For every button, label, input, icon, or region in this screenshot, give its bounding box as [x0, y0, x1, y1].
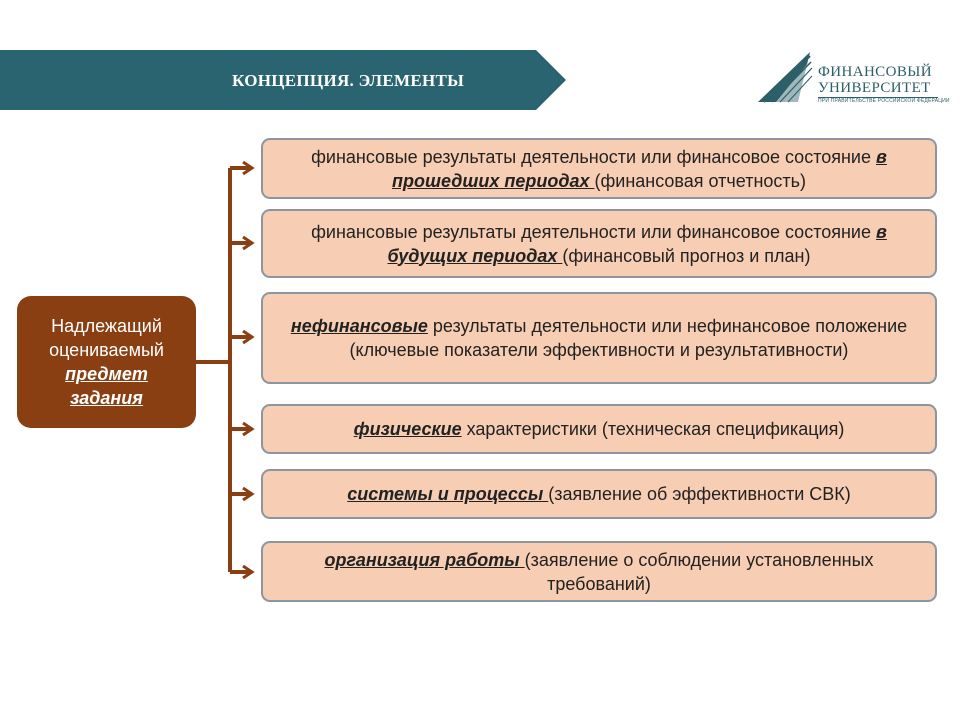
subject-accent2: задания: [70, 388, 143, 408]
subject-accent1: предмет: [65, 364, 148, 384]
element-box-future-periods: [261, 209, 937, 278]
element-text-post: характеристики (техническая спецификация): [461, 419, 845, 439]
element-text-em: физические: [353, 419, 462, 439]
connector-arrow-3: [230, 331, 252, 343]
element-text: [347, 482, 851, 506]
subject-line2: оцениваемый: [49, 340, 164, 360]
element-text-post: (заявление о соблюдении установленных требований): [524, 549, 874, 594]
element-text-pre: финансовые результаты деятельности или финансовое состояние: [311, 146, 877, 167]
element-box-past-periods: [261, 138, 937, 199]
element-text: [354, 417, 845, 441]
element-text: [281, 314, 917, 362]
element-box-organization: [261, 541, 937, 602]
element-text-em: организация работы: [324, 549, 525, 570]
element-box-physical: [261, 404, 937, 454]
element-text-em: системы и процессы: [347, 484, 549, 504]
logo-subtitle: ПРИ ПРАВИТЕЛЬСТВЕ РОССИЙСКОЙ ФЕДЕРАЦИИ: [818, 98, 950, 104]
connector-arrow-2: [230, 237, 252, 249]
subject-line1: Надлежащий: [51, 316, 162, 336]
element-text-post: результаты деятельности или нефинансовое положение (ключевые показатели эффективности и результативности): [349, 316, 908, 360]
connector-arrow-5: [230, 488, 252, 500]
element-text-post: (заявление об эффективности СВК): [548, 484, 851, 504]
element-text: [281, 548, 917, 596]
element-text-pre: финансовые результаты деятельности или финансовое состояние: [311, 221, 877, 242]
logo-text-line2: УНИВЕРСИТЕТ: [818, 80, 931, 96]
connector-arrow-1: [230, 162, 252, 174]
logo-text-line1: ФИНАНСОВЫЙ: [818, 64, 932, 80]
element-text-post: (финансовый прогноз и план): [562, 245, 811, 266]
element-box-systems: [261, 469, 937, 519]
connector-arrow-4: [230, 423, 252, 435]
element-text: [281, 220, 917, 268]
element-box-nonfinancial: [261, 292, 937, 384]
element-text-em: в прошедших периодах: [391, 146, 887, 191]
element-text-em: в будущих периодах: [387, 221, 887, 266]
page-title: КОНЦЕПЦИЯ. ЭЛЕМЕНТЫ: [232, 71, 465, 90]
element-text-post: (финансовая отчетность): [594, 170, 807, 191]
element-text: [281, 145, 917, 193]
element-text-em: нефинансовые: [290, 316, 428, 336]
connector-arrow-6: [230, 566, 252, 578]
